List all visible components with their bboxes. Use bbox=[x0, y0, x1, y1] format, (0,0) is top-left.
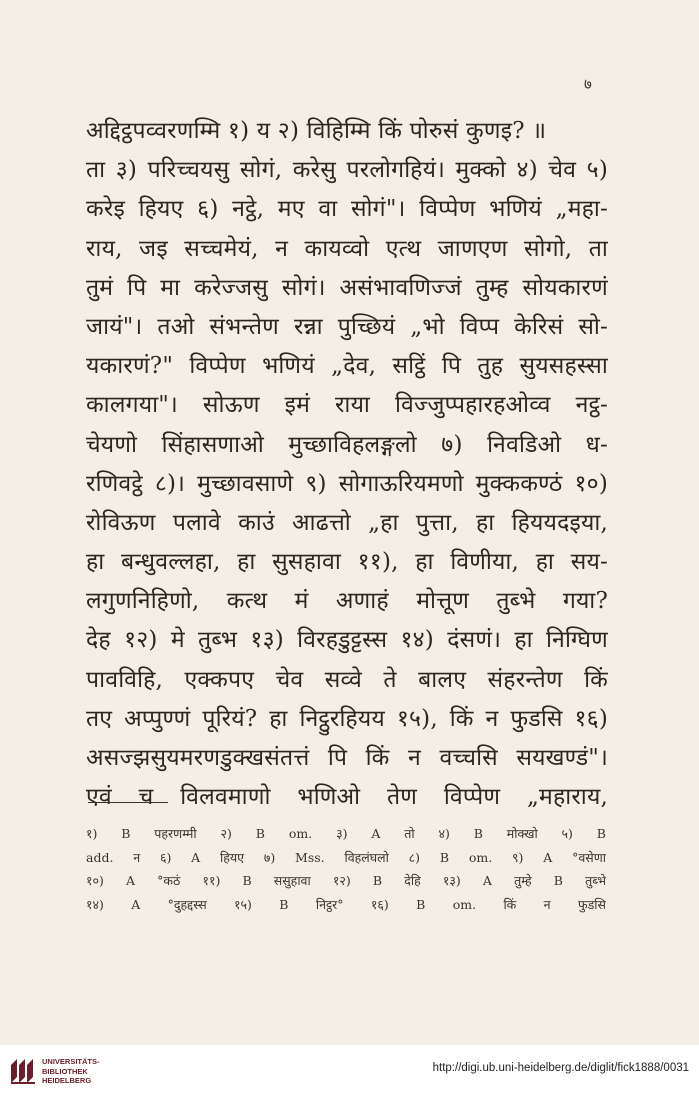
text-line: हा बन्धुवल्लहा, हा सुसहावा ११), हा विणीया, हा सय- bbox=[86, 549, 608, 576]
page-number: ७ bbox=[584, 75, 592, 93]
text-line: करेइ हियए ६) नट्ठे, मए वा सोगं"। विप्पेण भणियं „महा- bbox=[86, 196, 608, 223]
footnote-line: १) B पहरणम्मी २) B om. ३) A तो ४) B मोक्खो ५) B bbox=[86, 826, 606, 841]
text-line: चेयणो सिंहासणाओ मुच्छाविहलङ्गलो ७) निवडिओ ध- bbox=[86, 431, 608, 458]
footnote-line: १०) A °कठं ११) B ससुहावा १२) B देहि १३) A तुम्हे B तुब्भे bbox=[86, 873, 606, 888]
text-line: ता ३) परिच्चयसु सोगं, करेसु परलोगहियं। मुक्को ४) चेव ५) bbox=[86, 157, 608, 184]
logo-line: UNIVERSITÄTS- bbox=[42, 1057, 100, 1066]
library-logo[interactable] bbox=[8, 1056, 108, 1088]
text-line: जायं"। तओ संभन्तेण रन्ना पुच्छियं „भो विप्प केरिसं सो- bbox=[86, 313, 608, 340]
library-name bbox=[42, 1057, 108, 1086]
footnote-line: add. न ६) A हियए ७) Mss. विहलंघलो ८) B om. ९) A °वसेणा bbox=[86, 849, 606, 865]
text-line: तुमं पि मा करेज्जसु सोगं। असंभावणिज्जं तुम्ह सोयकारणं bbox=[86, 274, 608, 301]
text-line: रोविऊण पलावे काउं आढत्तो „हा पुत्ता, हा हिययदइया, bbox=[86, 509, 608, 536]
text-line: यकारणं?" विप्पेण भणियं „देव, सट्ठिं पि तुह सुयसहस्सा bbox=[86, 353, 608, 380]
text-line: राय, जइ सच्चमेयं, न कायव्वो एत्थ जाणएण सोगो, ता bbox=[86, 235, 608, 262]
library-crest-icon bbox=[8, 1056, 38, 1086]
text-line: कालगया"। सोऊण इमं राया विज्जुप्पहारहओव्व नट्ठ- bbox=[86, 392, 608, 419]
text-line: पावविहि, एक्कपए चेव सव्वे ते बालए संहरन्तेण किं bbox=[86, 666, 608, 693]
text-line: तए अप्पुण्णं पूरियं? हा निट्ठुरहियय १५), किं न फुडसि १६) bbox=[86, 705, 608, 732]
body-text bbox=[86, 112, 608, 817]
footnote-line: १४) A °दुहद्दस्स १५) B निट्ठर° १६) B om. किं न फुडसि bbox=[86, 896, 606, 912]
text-line: अद्दिट्ठपव्वरणम्मि १) य २) विहिम्मि किं पोरुसं कुणइ? ॥ bbox=[86, 118, 547, 144]
text-line: लगुणनिहिणो, कत्थ मं अणाहं मोत्तूण तुब्भे गया? bbox=[86, 588, 608, 615]
text-line: असज्झसुयमरणडुक्खसंतत्तं पि किं न वच्चसि सयखण्डं"। bbox=[86, 745, 608, 771]
logo-line: HEIDELBERG bbox=[42, 1076, 92, 1086]
text-line: देह १२) मे तुब्भ १३) विरहडुट्टस्स १४) दंसणं। हा निग्घिण bbox=[86, 627, 608, 654]
text-line: रणिवट्ठे ८)। मुच्छावसाणे ९) सोगाऊरियमणो मुक्ककण्ठं १०) bbox=[86, 470, 608, 497]
footnote-rule bbox=[88, 802, 168, 803]
footnotes bbox=[86, 822, 606, 916]
text-line: एवं च विलवमाणो भणिओ तेण विप्पेण „महाराय, bbox=[86, 784, 608, 811]
logo-line: BIBLIOTHEK bbox=[42, 1066, 88, 1076]
source-url-link[interactable]: http://digi.ub.uni-heidelberg.de/diglit/fick1888/0031 bbox=[432, 1062, 689, 1074]
